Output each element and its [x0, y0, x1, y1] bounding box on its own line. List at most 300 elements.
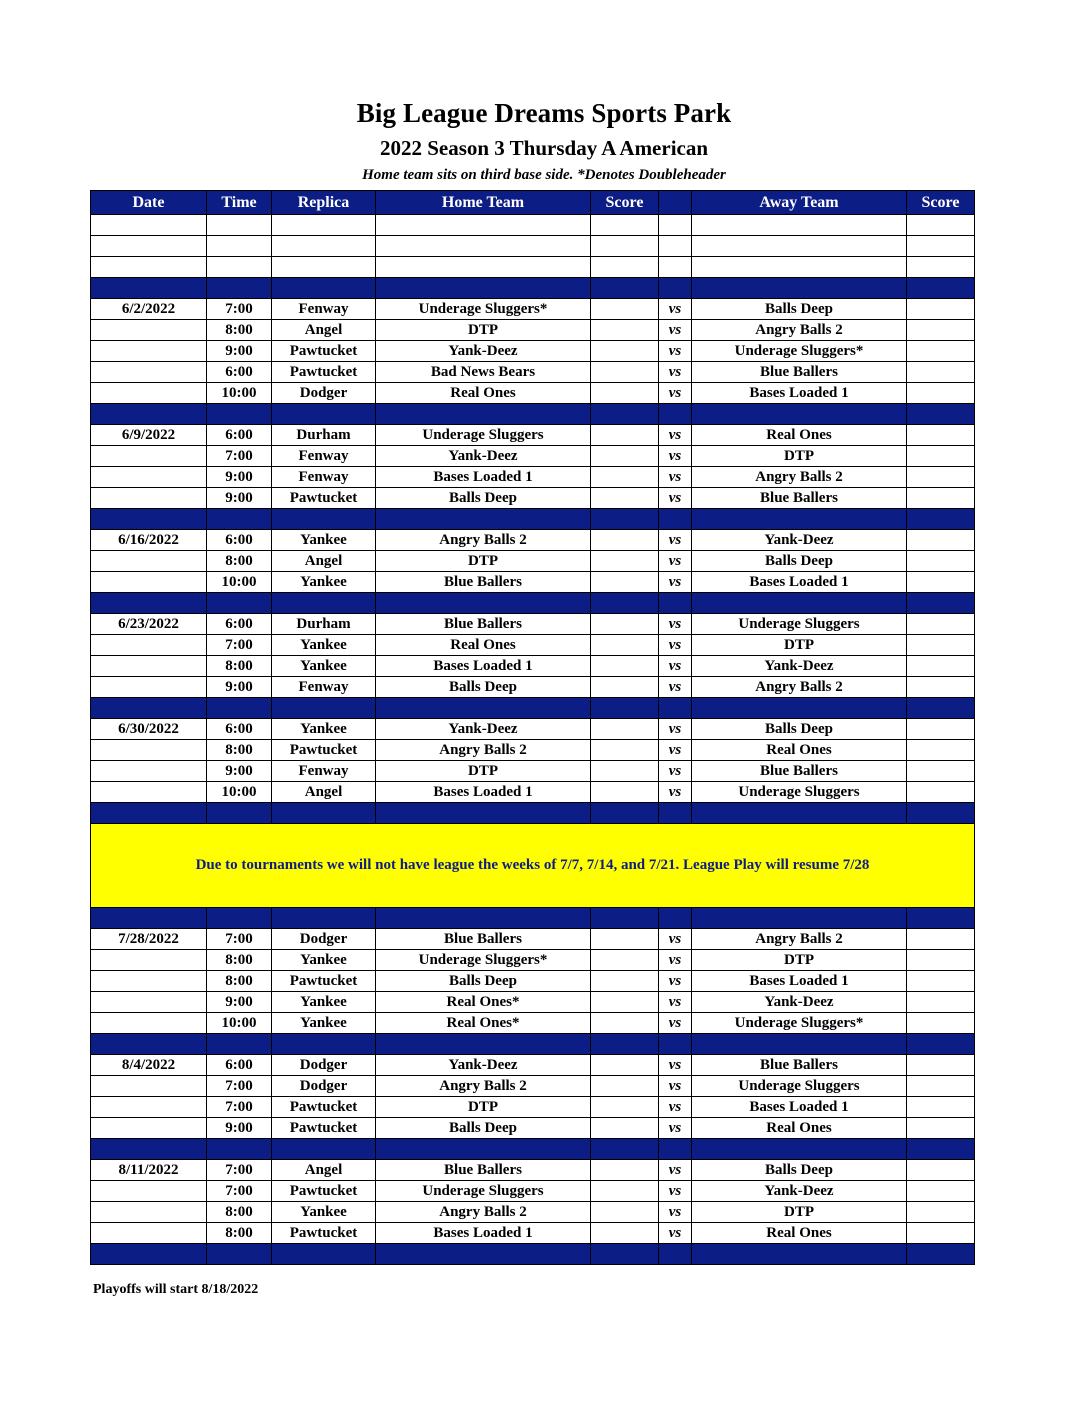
- replica-cell: Pawtucket: [272, 1181, 376, 1202]
- game-row: [91, 1055, 975, 1076]
- home-team-cell: Yank-Deez: [376, 719, 591, 740]
- empty-cell: [376, 698, 591, 719]
- game-row: [91, 740, 975, 761]
- column-header-time: Time: [207, 191, 272, 215]
- replica-cell: Fenway: [272, 299, 376, 320]
- vs-cell: vs: [659, 320, 692, 341]
- empty-cell: [907, 1034, 975, 1055]
- replica-cell: Angel: [272, 1160, 376, 1181]
- vs-cell: vs: [659, 782, 692, 803]
- home-team-cell: Underage Sluggers*: [376, 299, 591, 320]
- home-score-cell: [591, 1013, 659, 1034]
- column-header-away-team: Away Team: [692, 191, 907, 215]
- empty-cell: [659, 509, 692, 530]
- replica-cell: Fenway: [272, 761, 376, 782]
- away-team-cell: Angry Balls 2: [692, 929, 907, 950]
- home-team-cell: Blue Ballers: [376, 572, 591, 593]
- replica-cell: Angel: [272, 320, 376, 341]
- date-cell: 6/16/2022: [91, 530, 207, 551]
- vs-cell: vs: [659, 1202, 692, 1223]
- vs-cell: vs: [659, 425, 692, 446]
- home-score-cell: [591, 362, 659, 383]
- date-cell: 8/11/2022: [91, 1160, 207, 1181]
- empty-cell: [207, 593, 272, 614]
- notice-banner-row: [91, 824, 975, 908]
- away-team-cell: Bases Loaded 1: [692, 383, 907, 404]
- empty-cell: [591, 1034, 659, 1055]
- home-score-cell: [591, 656, 659, 677]
- time-cell: 9:00: [207, 992, 272, 1013]
- game-row: [91, 488, 975, 509]
- game-row: [91, 1097, 975, 1118]
- home-team-cell: Blue Ballers: [376, 929, 591, 950]
- empty-cell: [591, 593, 659, 614]
- home-team-cell: Blue Ballers: [376, 1160, 591, 1181]
- replica-cell: Pawtucket: [272, 1223, 376, 1244]
- empty-cell: [692, 593, 907, 614]
- time-cell: 7:00: [207, 635, 272, 656]
- game-row: [91, 572, 975, 593]
- empty-cell: [692, 1244, 907, 1265]
- separator-row: [91, 1034, 975, 1055]
- game-row: [91, 446, 975, 467]
- home-team-cell: Underage Sluggers: [376, 1181, 591, 1202]
- empty-cell: [659, 908, 692, 929]
- vs-cell: vs: [659, 446, 692, 467]
- vs-cell: vs: [659, 1013, 692, 1034]
- home-score-cell: [591, 1181, 659, 1202]
- home-score-cell: [591, 299, 659, 320]
- empty-cell: [659, 1244, 692, 1265]
- empty-cell: [692, 698, 907, 719]
- away-team-cell: Blue Ballers: [692, 362, 907, 383]
- vs-cell: vs: [659, 761, 692, 782]
- table-header-row: [91, 191, 975, 215]
- home-team-cell: Real Ones: [376, 383, 591, 404]
- time-cell: 8:00: [207, 950, 272, 971]
- date-cell: [91, 1076, 207, 1097]
- date-cell: [91, 383, 207, 404]
- date-cell: [91, 782, 207, 803]
- game-row: [91, 467, 975, 488]
- vs-cell: vs: [659, 719, 692, 740]
- home-team-cell: Bases Loaded 1: [376, 656, 591, 677]
- empty-cell: [376, 509, 591, 530]
- home-score-cell: [591, 929, 659, 950]
- home-team-cell: Bases Loaded 1: [376, 467, 591, 488]
- replica-cell: Pawtucket: [272, 1118, 376, 1139]
- away-score-cell: [907, 719, 975, 740]
- away-score-cell: [907, 488, 975, 509]
- home-team-cell: Yank-Deez: [376, 446, 591, 467]
- page-subtitle: 2022 Season 3 Thursday A American: [379, 136, 709, 160]
- home-team-cell: Balls Deep: [376, 677, 591, 698]
- time-cell: 8:00: [207, 656, 272, 677]
- home-score-cell: [591, 761, 659, 782]
- empty-cell: [376, 257, 591, 278]
- home-team-cell: Yank-Deez: [376, 1055, 591, 1076]
- home-score-cell: [591, 782, 659, 803]
- away-team-cell: Angry Balls 2: [692, 677, 907, 698]
- date-cell: [91, 950, 207, 971]
- home-team-cell: Real Ones*: [376, 992, 591, 1013]
- date-cell: [91, 488, 207, 509]
- home-team-cell: Balls Deep: [376, 488, 591, 509]
- game-row: [91, 320, 975, 341]
- notice-banner: Due to tournaments we will not have league the weeks of 7/7, 7/14, and 7/21. League Play will resume 7/28: [91, 824, 975, 908]
- vs-cell: vs: [659, 467, 692, 488]
- away-team-cell: Yank-Deez: [692, 992, 907, 1013]
- empty-cell: [692, 215, 907, 236]
- empty-cell: [376, 278, 591, 299]
- empty-cell: [207, 698, 272, 719]
- replica-cell: Fenway: [272, 446, 376, 467]
- date-cell: [91, 446, 207, 467]
- replica-cell: Dodger: [272, 383, 376, 404]
- time-cell: 9:00: [207, 1118, 272, 1139]
- away-team-cell: Underage Sluggers*: [692, 1013, 907, 1034]
- away-score-cell: [907, 614, 975, 635]
- replica-cell: Pawtucket: [272, 341, 376, 362]
- schedule-note: Home team sits on third base side. *Denotes Doubleheader: [362, 167, 726, 183]
- time-cell: 8:00: [207, 320, 272, 341]
- away-score-cell: [907, 656, 975, 677]
- game-row: [91, 635, 975, 656]
- vs-cell: vs: [659, 614, 692, 635]
- empty-cell: [907, 404, 975, 425]
- vs-cell: vs: [659, 950, 692, 971]
- time-cell: 7:00: [207, 446, 272, 467]
- empty-cell: [907, 593, 975, 614]
- empty-cell: [376, 1139, 591, 1160]
- empty-cell: [207, 1139, 272, 1160]
- empty-cell: [91, 404, 207, 425]
- schedule-table: [90, 190, 975, 1265]
- time-cell: 6:00: [207, 1055, 272, 1076]
- separator-row: [91, 803, 975, 824]
- away-score-cell: [907, 740, 975, 761]
- home-team-cell: Bases Loaded 1: [376, 1223, 591, 1244]
- vs-cell: vs: [659, 383, 692, 404]
- time-cell: 6:00: [207, 530, 272, 551]
- vs-cell: vs: [659, 551, 692, 572]
- vs-cell: vs: [659, 1055, 692, 1076]
- replica-cell: Fenway: [272, 467, 376, 488]
- empty-cell: [591, 803, 659, 824]
- empty-cell: [659, 257, 692, 278]
- vs-cell: vs: [659, 1097, 692, 1118]
- empty-cell: [591, 236, 659, 257]
- date-cell: [91, 1097, 207, 1118]
- game-row: [91, 1013, 975, 1034]
- game-row: [91, 551, 975, 572]
- away-team-cell: DTP: [692, 950, 907, 971]
- separator-row: [91, 509, 975, 530]
- empty-cell: [376, 593, 591, 614]
- time-cell: 8:00: [207, 551, 272, 572]
- away-team-cell: Balls Deep: [692, 551, 907, 572]
- away-score-cell: [907, 446, 975, 467]
- empty-cell: [591, 1244, 659, 1265]
- away-score-cell: [907, 1118, 975, 1139]
- date-cell: [91, 740, 207, 761]
- time-cell: 9:00: [207, 677, 272, 698]
- home-score-cell: [591, 1118, 659, 1139]
- date-cell: [91, 992, 207, 1013]
- home-score-cell: [591, 425, 659, 446]
- empty-cell: [591, 509, 659, 530]
- away-score-cell: [907, 467, 975, 488]
- away-team-cell: Angry Balls 2: [692, 467, 907, 488]
- separator-row: [91, 698, 975, 719]
- empty-cell: [91, 278, 207, 299]
- game-row: [91, 1202, 975, 1223]
- away-team-cell: Yank-Deez: [692, 1181, 907, 1202]
- replica-cell: Yankee: [272, 656, 376, 677]
- home-score-cell: [591, 635, 659, 656]
- home-score-cell: [591, 719, 659, 740]
- vs-cell: vs: [659, 1181, 692, 1202]
- schedule-body: [91, 215, 975, 1265]
- game-row: [91, 341, 975, 362]
- empty-cell: [272, 236, 376, 257]
- away-score-cell: [907, 929, 975, 950]
- empty-cell: [376, 236, 591, 257]
- empty-cell: [207, 509, 272, 530]
- empty-cell: [907, 257, 975, 278]
- away-team-cell: Yank-Deez: [692, 530, 907, 551]
- date-cell: [91, 1223, 207, 1244]
- away-score-cell: [907, 383, 975, 404]
- replica-cell: Yankee: [272, 1202, 376, 1223]
- empty-cell: [659, 236, 692, 257]
- home-team-cell: Real Ones: [376, 635, 591, 656]
- game-row: [91, 1076, 975, 1097]
- empty-cell: [207, 1244, 272, 1265]
- date-cell: [91, 761, 207, 782]
- empty-cell: [907, 1139, 975, 1160]
- away-team-cell: Real Ones: [692, 1223, 907, 1244]
- empty-cell: [272, 698, 376, 719]
- away-team-cell: Underage Sluggers*: [692, 341, 907, 362]
- replica-cell: Yankee: [272, 572, 376, 593]
- date-cell: [91, 572, 207, 593]
- replica-cell: Durham: [272, 425, 376, 446]
- away-score-cell: [907, 530, 975, 551]
- game-row: [91, 614, 975, 635]
- game-row: [91, 761, 975, 782]
- empty-cell: [591, 698, 659, 719]
- empty-cell: [907, 278, 975, 299]
- empty-cell: [659, 215, 692, 236]
- time-cell: 10:00: [207, 1013, 272, 1034]
- date-cell: 6/2/2022: [91, 299, 207, 320]
- away-score-cell: [907, 1013, 975, 1034]
- empty-cell: [207, 1034, 272, 1055]
- empty-cell: [272, 1034, 376, 1055]
- away-team-cell: Balls Deep: [692, 1160, 907, 1181]
- home-team-cell: Blue Ballers: [376, 614, 591, 635]
- column-header-home-score: Score: [591, 191, 659, 215]
- date-cell: 6/23/2022: [91, 614, 207, 635]
- vs-cell: vs: [659, 1118, 692, 1139]
- home-team-cell: Underage Sluggers: [376, 425, 591, 446]
- game-row: [91, 299, 975, 320]
- empty-cell: [659, 698, 692, 719]
- vs-cell: vs: [659, 299, 692, 320]
- separator-row: [91, 1244, 975, 1265]
- replica-cell: Dodger: [272, 1055, 376, 1076]
- home-team-cell: DTP: [376, 551, 591, 572]
- home-score-cell: [591, 1223, 659, 1244]
- time-cell: 7:00: [207, 929, 272, 950]
- date-cell: 6/30/2022: [91, 719, 207, 740]
- empty-cell: [207, 803, 272, 824]
- vs-cell: vs: [659, 1223, 692, 1244]
- away-team-cell: DTP: [692, 446, 907, 467]
- replica-cell: Fenway: [272, 677, 376, 698]
- away-score-cell: [907, 572, 975, 593]
- home-score-cell: [591, 446, 659, 467]
- column-header-vs: [659, 191, 692, 215]
- time-cell: 8:00: [207, 1223, 272, 1244]
- empty-cell: [272, 509, 376, 530]
- empty-cell: [659, 278, 692, 299]
- time-cell: 7:00: [207, 1097, 272, 1118]
- vs-cell: vs: [659, 530, 692, 551]
- empty-cell: [692, 908, 907, 929]
- blank-row: [91, 257, 975, 278]
- away-score-cell: [907, 677, 975, 698]
- date-cell: [91, 551, 207, 572]
- away-score-cell: [907, 1223, 975, 1244]
- away-team-cell: Bases Loaded 1: [692, 1097, 907, 1118]
- separator-row: [91, 278, 975, 299]
- time-cell: 8:00: [207, 740, 272, 761]
- empty-cell: [907, 1244, 975, 1265]
- separator-row: [91, 1139, 975, 1160]
- empty-cell: [272, 1244, 376, 1265]
- game-row: [91, 1118, 975, 1139]
- vs-cell: vs: [659, 572, 692, 593]
- game-row: [91, 1223, 975, 1244]
- home-score-cell: [591, 572, 659, 593]
- empty-cell: [91, 593, 207, 614]
- replica-cell: Yankee: [272, 1013, 376, 1034]
- away-score-cell: [907, 299, 975, 320]
- date-cell: [91, 1013, 207, 1034]
- column-header-replica: Replica: [272, 191, 376, 215]
- date-cell: 8/4/2022: [91, 1055, 207, 1076]
- away-team-cell: Balls Deep: [692, 299, 907, 320]
- replica-cell: Angel: [272, 551, 376, 572]
- empty-cell: [692, 1139, 907, 1160]
- vs-cell: vs: [659, 635, 692, 656]
- replica-cell: Pawtucket: [272, 488, 376, 509]
- empty-cell: [91, 803, 207, 824]
- away-team-cell: Real Ones: [692, 1118, 907, 1139]
- empty-cell: [91, 1244, 207, 1265]
- empty-cell: [91, 908, 207, 929]
- game-row: [91, 383, 975, 404]
- away-team-cell: Yank-Deez: [692, 656, 907, 677]
- home-score-cell: [591, 1160, 659, 1181]
- empty-cell: [659, 404, 692, 425]
- time-cell: 9:00: [207, 467, 272, 488]
- empty-cell: [591, 404, 659, 425]
- game-row: [91, 677, 975, 698]
- replica-cell: Yankee: [272, 719, 376, 740]
- away-score-cell: [907, 551, 975, 572]
- date-cell: 7/28/2022: [91, 929, 207, 950]
- empty-cell: [659, 593, 692, 614]
- blank-row: [91, 236, 975, 257]
- time-cell: 9:00: [207, 341, 272, 362]
- away-score-cell: [907, 1055, 975, 1076]
- home-score-cell: [591, 530, 659, 551]
- empty-cell: [207, 257, 272, 278]
- empty-cell: [91, 236, 207, 257]
- time-cell: 6:00: [207, 719, 272, 740]
- away-score-cell: [907, 1097, 975, 1118]
- vs-cell: vs: [659, 341, 692, 362]
- home-score-cell: [591, 1055, 659, 1076]
- time-cell: 7:00: [207, 1076, 272, 1097]
- empty-cell: [907, 236, 975, 257]
- empty-cell: [207, 404, 272, 425]
- replica-cell: Pawtucket: [272, 971, 376, 992]
- away-score-cell: [907, 320, 975, 341]
- home-score-cell: [591, 341, 659, 362]
- away-score-cell: [907, 635, 975, 656]
- empty-cell: [659, 803, 692, 824]
- date-cell: [91, 1181, 207, 1202]
- separator-row: [91, 908, 975, 929]
- away-team-cell: Bases Loaded 1: [692, 572, 907, 593]
- game-row: [91, 992, 975, 1013]
- vs-cell: vs: [659, 1160, 692, 1181]
- empty-cell: [207, 278, 272, 299]
- away-score-cell: [907, 362, 975, 383]
- away-score-cell: [907, 1160, 975, 1181]
- date-cell: [91, 656, 207, 677]
- replica-cell: Dodger: [272, 929, 376, 950]
- home-score-cell: [591, 1076, 659, 1097]
- empty-cell: [272, 803, 376, 824]
- empty-cell: [91, 1034, 207, 1055]
- away-score-cell: [907, 782, 975, 803]
- home-score-cell: [591, 740, 659, 761]
- game-row: [91, 1160, 975, 1181]
- game-row: [91, 782, 975, 803]
- game-row: [91, 425, 975, 446]
- vs-cell: vs: [659, 677, 692, 698]
- away-team-cell: Underage Sluggers: [692, 614, 907, 635]
- home-team-cell: Angry Balls 2: [376, 740, 591, 761]
- home-score-cell: [591, 950, 659, 971]
- away-score-cell: [907, 341, 975, 362]
- replica-cell: Pawtucket: [272, 740, 376, 761]
- vs-cell: vs: [659, 656, 692, 677]
- empty-cell: [591, 1139, 659, 1160]
- home-team-cell: Angry Balls 2: [376, 1076, 591, 1097]
- vs-cell: vs: [659, 1076, 692, 1097]
- column-header-date: Date: [91, 191, 207, 215]
- empty-cell: [376, 404, 591, 425]
- time-cell: 9:00: [207, 488, 272, 509]
- home-score-cell: [591, 992, 659, 1013]
- empty-cell: [591, 278, 659, 299]
